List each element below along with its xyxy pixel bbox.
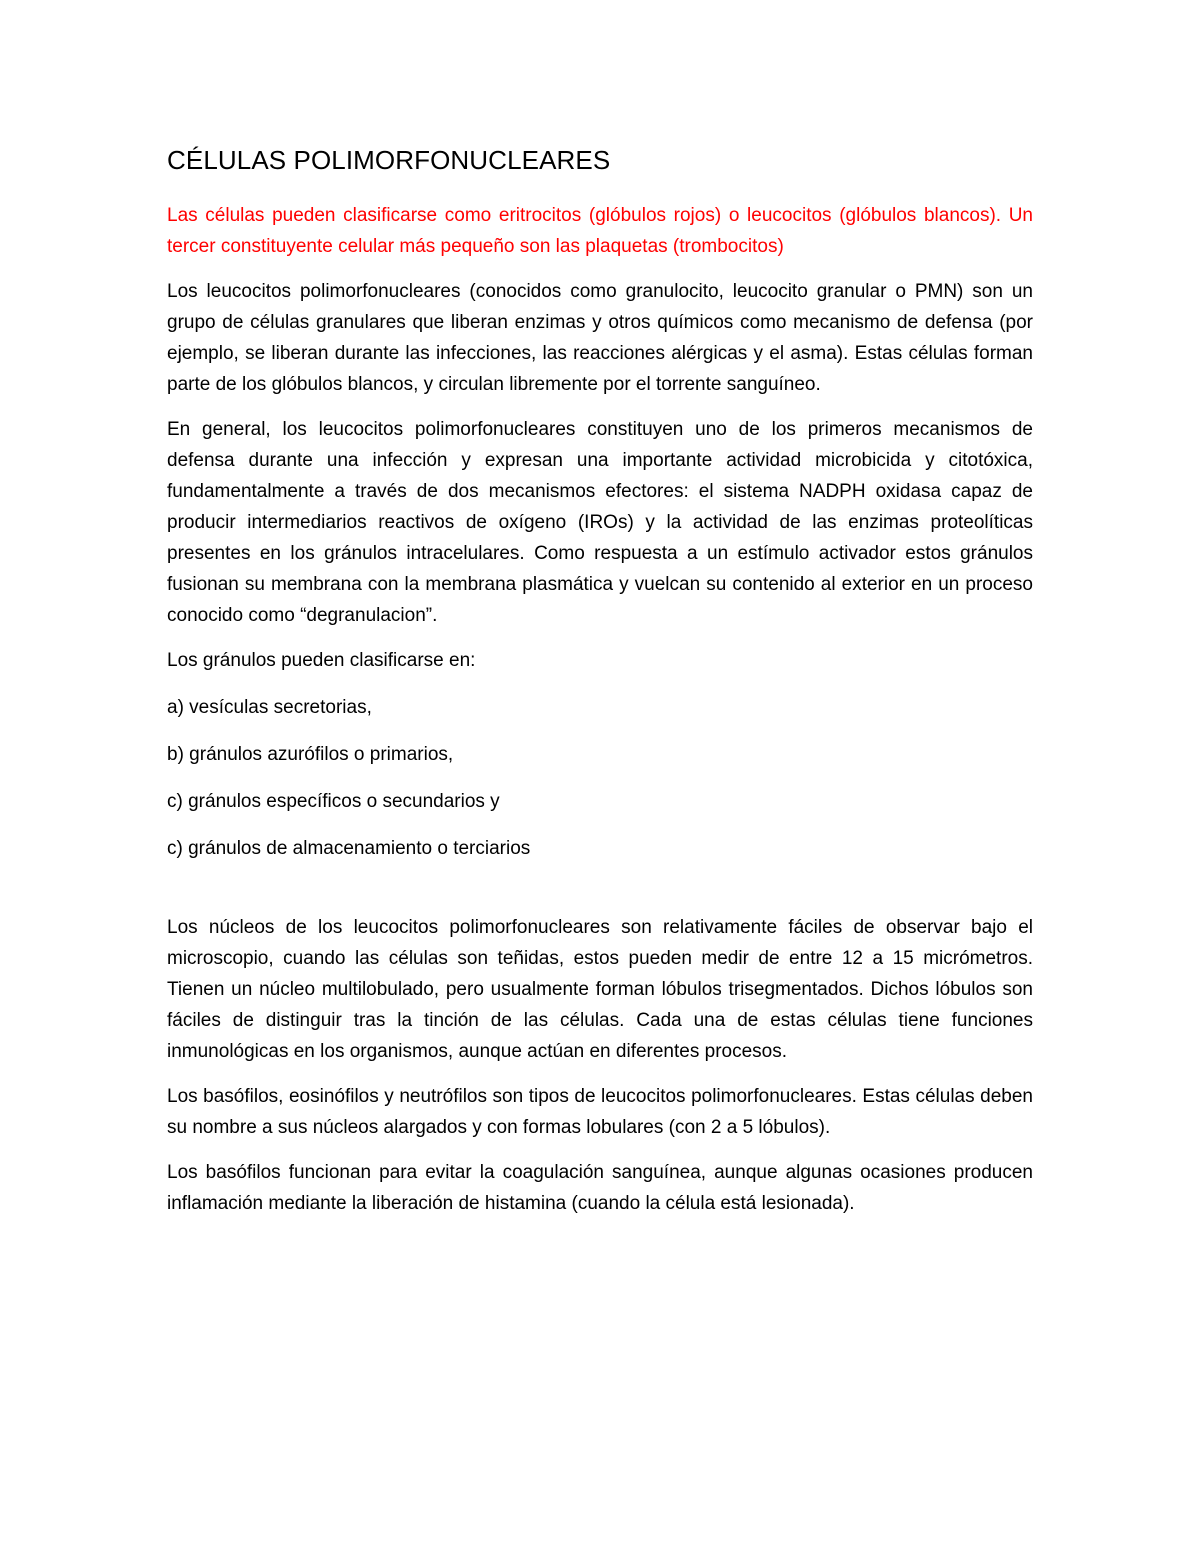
paragraph-leucocitos: Los leucocitos polimorfonucleares (conocidos como granulocito, leucocito granular o PMN) son un grupo de células granulares que liberan enzimas y otros químicos como mecanismo de defensa (por ejemplo, se liberan durante las infecciones, las reacciones alérgicas y el asma). Estas células forman parte de los glóbulos blancos, y circulan libremente por el torrente sanguíneo. <box>167 281 1033 395</box>
list-item: c) gránulos de almacenamiento o terciarios <box>167 838 531 859</box>
list-intro: Los gránulos pueden clasificarse en: <box>167 650 476 671</box>
list-item: c) gránulos específicos o secundarios y <box>167 791 500 812</box>
document-title: CÉLULAS POLIMORFONUCLEARES <box>167 145 611 175</box>
document-body <box>167 144 1033 1233</box>
list-item: a) vesículas secretorias, <box>167 697 372 718</box>
list-item: b) gránulos azurófilos o primarios, <box>167 744 454 765</box>
intro-paragraph: Las células pueden clasificarse como eritrocitos (glóbulos rojos) o leucocitos (glóbulos blancos). Un tercer constituyente celular más pequeño son las plaquetas (trombocitos) <box>167 205 1033 257</box>
blank-line <box>167 880 1033 912</box>
paragraph-mecanismos-defensa: En general, los leucocitos polimorfonucleares constituyen uno de los primeros mecanismos de defensa durante una infección y expresan una importante actividad microbicida y citotóxica, fundamentalmente a través de dos mecanismos efectores: el sistema NADPH oxidasa capaz de producir intermediarios reactivos de oxígeno (IROs) y la actividad de las enzimas proteolíticas presentes en los gránulos intracelulares. Como respuesta a un estímulo activador estos gránulos fusionan su membrana con la membrana plasmática y vuelcan su contenido al exterior en un proceso conocido como “degranulacion”. <box>167 419 1033 626</box>
paragraph-nucleos: Los núcleos de los leucocitos polimorfonucleares son relativamente fáciles de observar bajo el microscopio, cuando las células son teñidas, estos pueden medir de entre 12 a 15 micrómetros. Tienen un núcleo multilobulado, pero usualmente forman lóbulos trisegmentados. Dichos lóbulos son fáciles de distinguir tras la tinción de las células. Cada una de estas células tiene funciones inmunológicas en los organismos, aunque actúan en diferentes procesos. <box>167 917 1033 1062</box>
paragraph-tipos-leucocitos: Los basófilos, eosinófilos y neutrófilos son tipos de leucocitos polimorfonucleares. Estas células deben su nombre a sus núcleos alargados y con formas lobulares (con 2 a 5 lóbulos). <box>167 1086 1033 1138</box>
paragraph-basofilos: Los basófilos funcionan para evitar la coagulación sanguínea, aunque algunas ocasiones producen inflamación mediante la liberación de histamina (cuando la célula está lesionada). <box>167 1162 1033 1214</box>
